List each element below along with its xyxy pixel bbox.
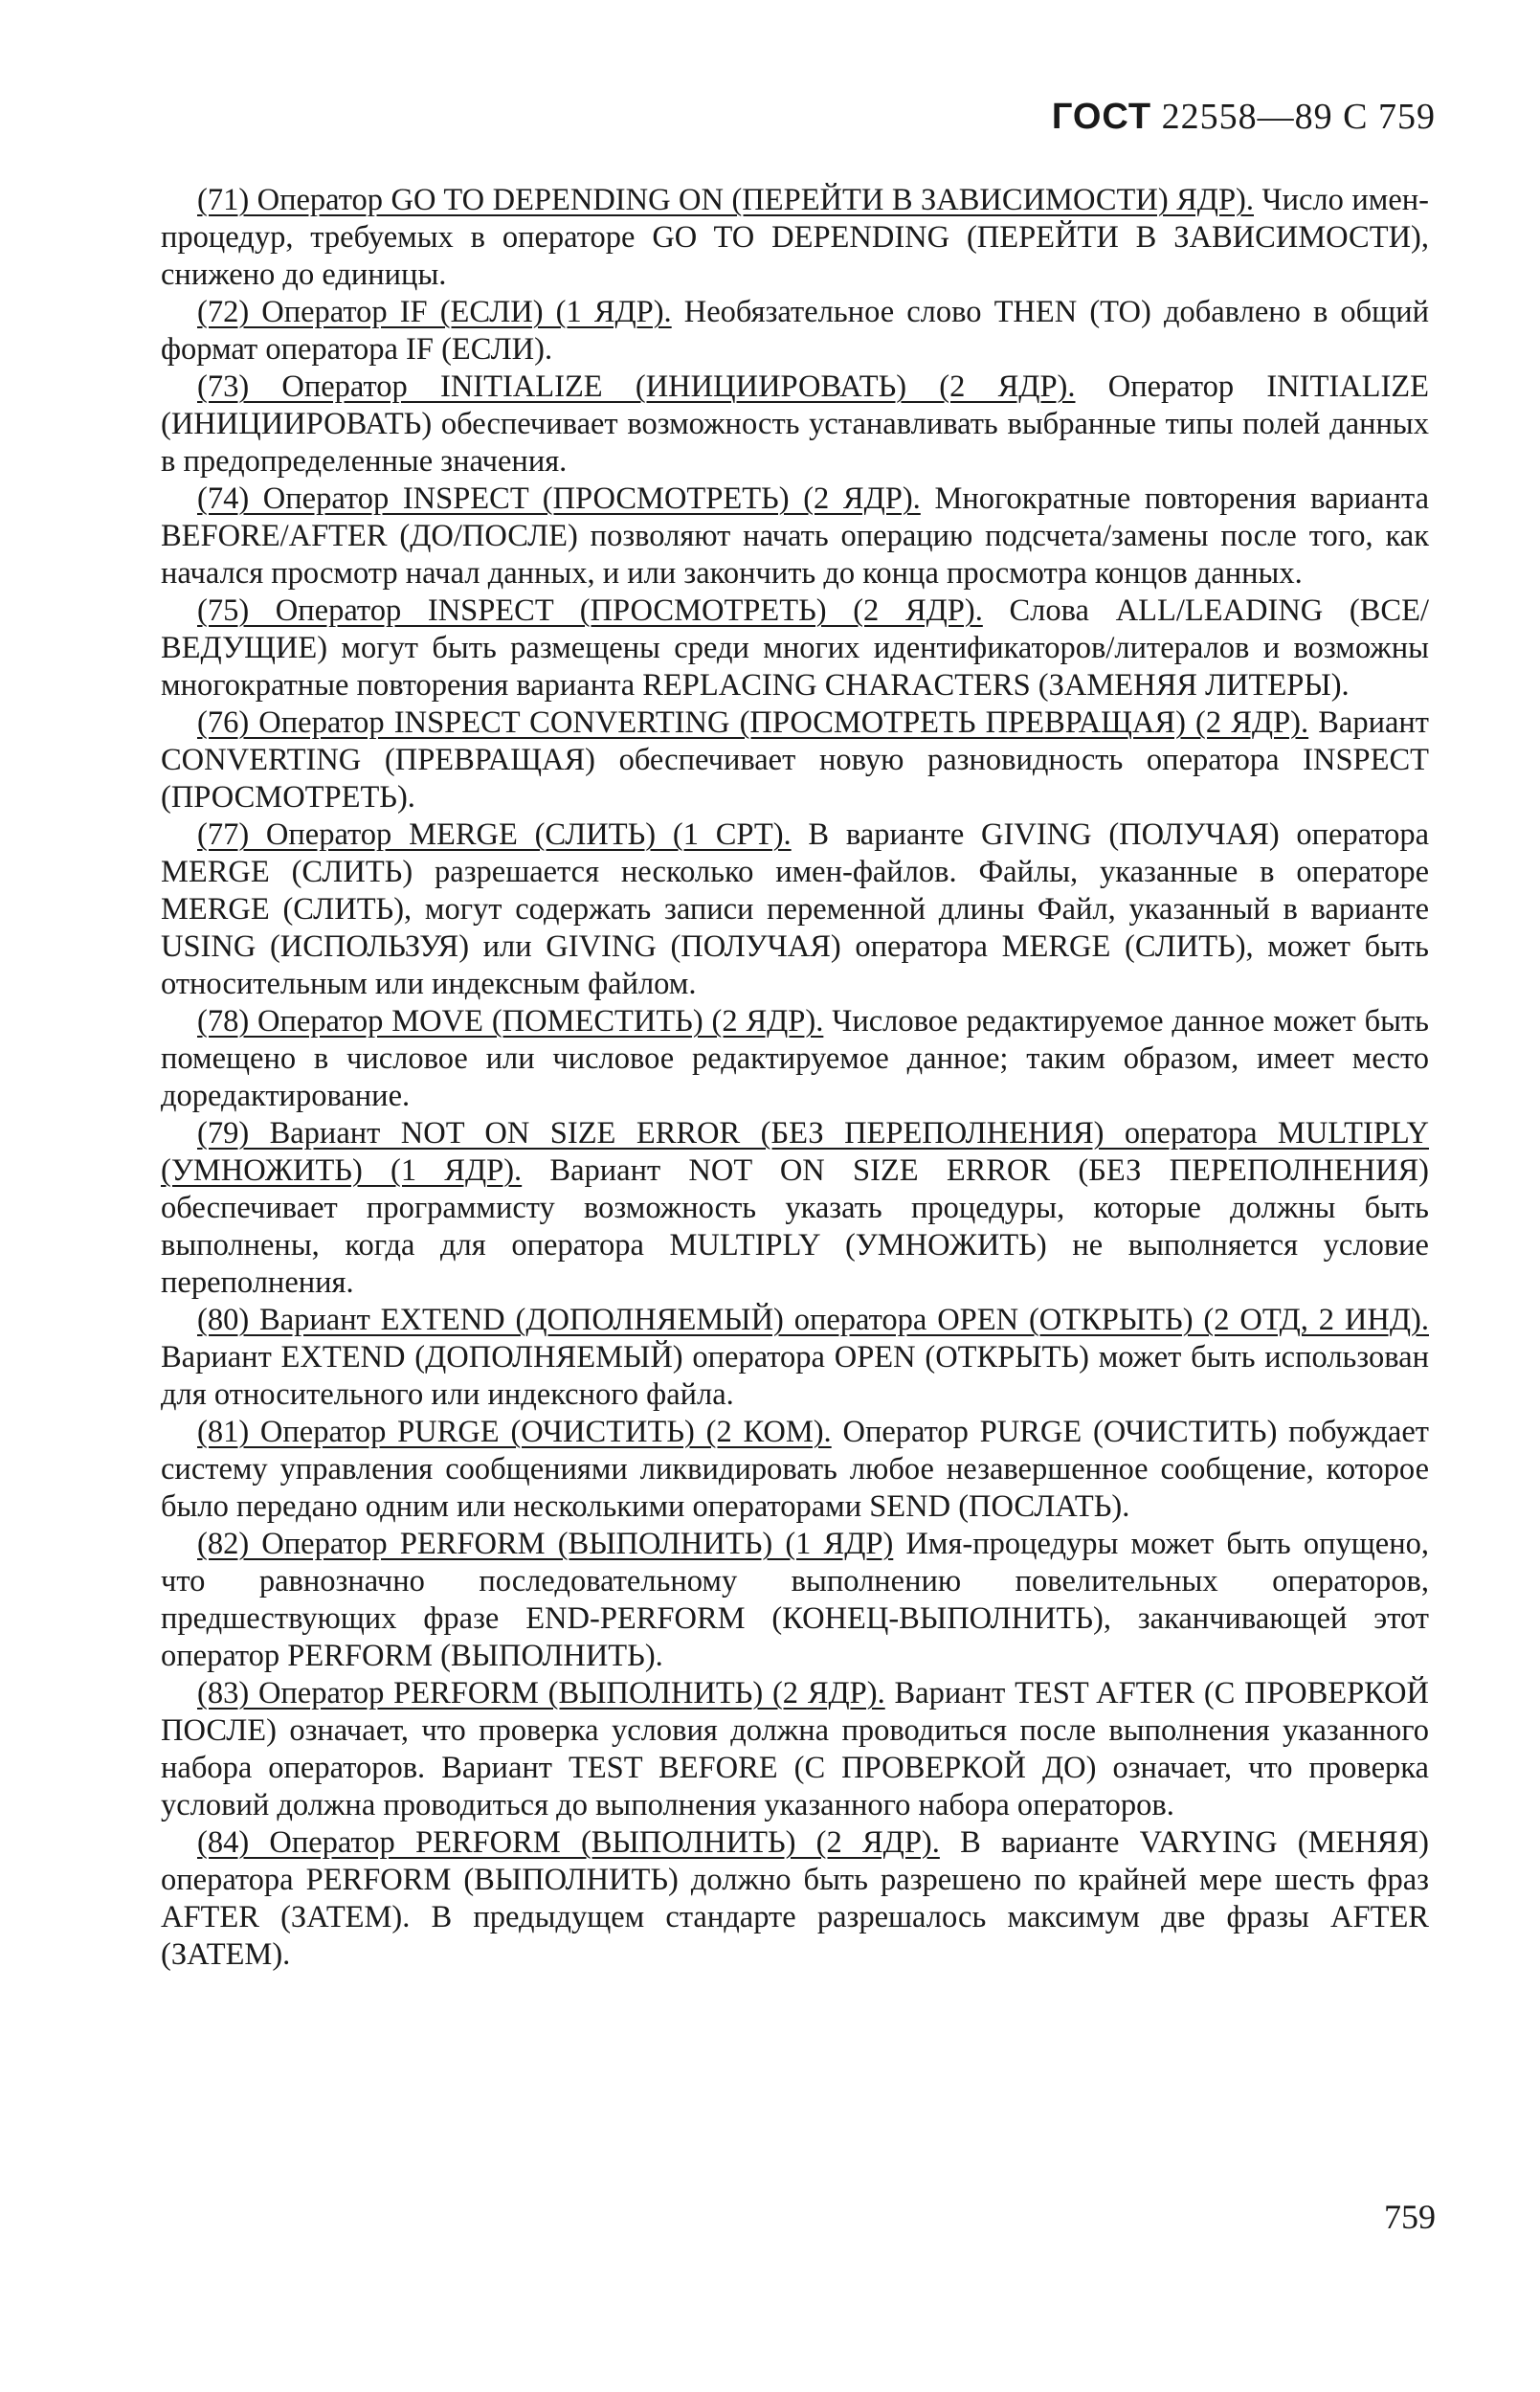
paragraph-heading: (71) Оператор GO TO DEPENDING ON (ПЕРЕЙТИ В ЗАВИСИМОСТИ) ЯДР). [197, 183, 1254, 217]
standard-number: 22558—89 С 759 [1161, 97, 1436, 137]
paragraph-text: Оператор INITIALIZE (ИНИЦИИРОВАТЬ) обеспечивает возможность устанавливать выбранные типы полей данных в предопределенные значения. [161, 369, 1429, 479]
paragraph-heading: (82) Оператор PERFORM (ВЫПОЛНИТЬ) (1 ЯДР) [197, 1527, 894, 1561]
paragraph-text: Многократные повторения варианта BEFORE/AFTER (ДО/ПОСЛЕ) позволяют начать операцию подсчета/замены после того, как начался просмотр начал данных, и или закончить до конца просмотра концов данных. [161, 481, 1429, 591]
paragraph-text: Вариант CONVERTING (ПРЕВРАЩАЯ) обеспечивает новую разновидность оператора INSPECT (ПРОСМОТРЕТЬ). [161, 705, 1430, 815]
paragraph-81 [161, 1414, 1429, 1526]
paragraph-heading: (79) Вариант NOT ON SIZE ERROR (БЕЗ ПЕРЕПОЛНЕНИЯ) оператора MULTIPLY (УМНОЖИТЬ) (1 ЯДР). [161, 1116, 1429, 1188]
paragraph-heading: (76) Оператор INSPECT CONVERTING (ПРОСМОТРЕТЬ ПРЕВРАЩАЯ) (2 ЯДР). [197, 705, 1309, 740]
paragraph-82 [161, 1526, 1429, 1675]
paragraph-78 [161, 1003, 1429, 1115]
paragraph-heading: (78) Оператор MOVE (ПОМЕСТИТЬ) (2 ЯДР). [197, 1004, 824, 1039]
paragraph-heading: (74) Оператор INSPECT (ПРОСМОТРЕТЬ) (2 ЯДР). [197, 481, 921, 516]
paragraph-text: Слова ALL/LEADING (ВСЕ/ВЕДУЩИЕ) могут быть размещены среди многих идентификаторов/литералов и возможны многократные повторения варианта REPLACING CHARACTERS (ЗАМЕНЯЯ ЛИТЕРЫ). [161, 593, 1429, 703]
paragraph-76 [161, 704, 1429, 816]
paragraph-text: Необязательное слово THEN (ТО) добавлено в общий формат оператора IF (ЕСЛИ). [161, 295, 1429, 367]
paragraph-heading: (75) Оператор INSPECT (ПРОСМОТРЕТЬ) (2 ЯДР). [197, 593, 983, 628]
paragraph-heading: (77) Оператор MERGE (СЛИТЬ) (1 СРТ). [197, 817, 792, 852]
paragraph-84 [161, 1824, 1429, 1974]
paragraph-text: Число имен-процедур, требуемых в операторе GO TO DEPENDING (ПЕРЕЙТИ В ЗАВИСИМОСТИ), снижено до единицы. [161, 183, 1429, 292]
paragraph-heading: (72) Оператор IF (ЕСЛИ) (1 ЯДР). [197, 295, 672, 329]
paragraph-heading: (84) Оператор PERFORM (ВЫПОЛНИТЬ) (2 ЯДР). [197, 1825, 940, 1860]
paragraph-text: Вариант TEST AFTER (С ПРОВЕРКОЙ ПОСЛЕ) означает, что проверка условия должна проводиться после выполнения указанного набора операторов. Вариант TEST BEFORE (С ПРОВЕРКОЙ ДО) означает, что проверка условий должна проводиться до выполнения указанного набора операторов. [161, 1676, 1429, 1822]
paragraph-heading: (73) Оператор INITIALIZE (ИНИЦИИРОВАТЬ) (2 ЯДР). [197, 369, 1076, 404]
paragraph-71 [161, 182, 1429, 294]
paragraph-75 [161, 592, 1429, 704]
paragraph-heading: (80) Вариант EXTEND (ДОПОЛНЯЕМЫЙ) оператора OPEN (ОТКРЫТЬ) (2 ОТД, 2 ИНД). [197, 1303, 1429, 1337]
paragraph-text: В варианте GIVING (ПОЛУЧАЯ) оператора MERGE (СЛИТЬ) разрешается несколько имен-файлов. Файлы, указанные в операторе MERGE (СЛИТЬ), могут содержать записи переменной длины Файл, указанный в варианте USING (ИСПОЛЬЗУЯ) или GIVING (ПОЛУЧАЯ) оператора MERGE (СЛИТЬ), может быть относительным или индексным файлом. [161, 817, 1430, 1001]
paragraph-text: В варианте VARYING (МЕНЯЯ) оператора PERFORM (ВЫПОЛНИТЬ) должно быть разрешено по крайней мере шесть фраз AFTER (ЗАТЕМ). В предыдущем стандарте разрешалось максимум две фразы AFTER (ЗАТЕМ). [161, 1825, 1429, 1972]
paragraph-text: Вариант EXTEND (ДОПОЛНЯЕМЫЙ) оператора OPEN (ОТКРЫТЬ) может быть использован для относительного или индексного файла. [161, 1340, 1429, 1412]
paragraph-83 [161, 1675, 1429, 1824]
paragraph-text: Имя-процедуры может быть опущено, что равнозначно последовательному выполнению повелительных операторов, предшествующих фразе END-PERFORM (КОНЕЦ-ВЫПОЛНИТЬ), заканчивающей этот оператор PERFORM (ВЫПОЛНИТЬ). [161, 1527, 1429, 1673]
paragraph-79 [161, 1115, 1429, 1302]
paragraph-text: Числовое редактируемое данное может быть помещено в числовое или числовое редактируемое данное; таким образом, имеет место доредактирование. [161, 1004, 1429, 1113]
page-number: 759 [1384, 2198, 1436, 2236]
paragraph-72 [161, 294, 1429, 369]
paragraph-80 [161, 1302, 1429, 1414]
page-header [1034, 96, 1436, 138]
standard-label: ГОСТ [1051, 97, 1152, 137]
paragraph-74 [161, 481, 1429, 592]
paragraph-73 [161, 369, 1429, 481]
document-body [161, 182, 1429, 1974]
paragraph-text: Вариант NOT ON SIZE ERROR (БЕЗ ПЕРЕПОЛНЕНИЯ) обеспечивает программисту возможность указать процедуры, которые должны быть выполнены, когда для оператора MULTIPLY (УМНОЖИТЬ) не выполняется условие переполнения. [161, 1153, 1430, 1300]
paragraph-77 [161, 816, 1429, 1003]
paragraph-heading: (83) Оператор PERFORM (ВЫПОЛНИТЬ) (2 ЯДР). [197, 1676, 885, 1710]
paragraph-heading: (81) Оператор PURGE (ОЧИСТИТЬ) (2 КОМ). [197, 1415, 832, 1449]
paragraph-text: Оператор PURGE (ОЧИСТИТЬ) побуждает систему управления сообщениями ликвидировать любое незавершенное сообщение, которое было передано одним или несколькими операторами SEND (ПОСЛАТЬ). [161, 1415, 1429, 1524]
